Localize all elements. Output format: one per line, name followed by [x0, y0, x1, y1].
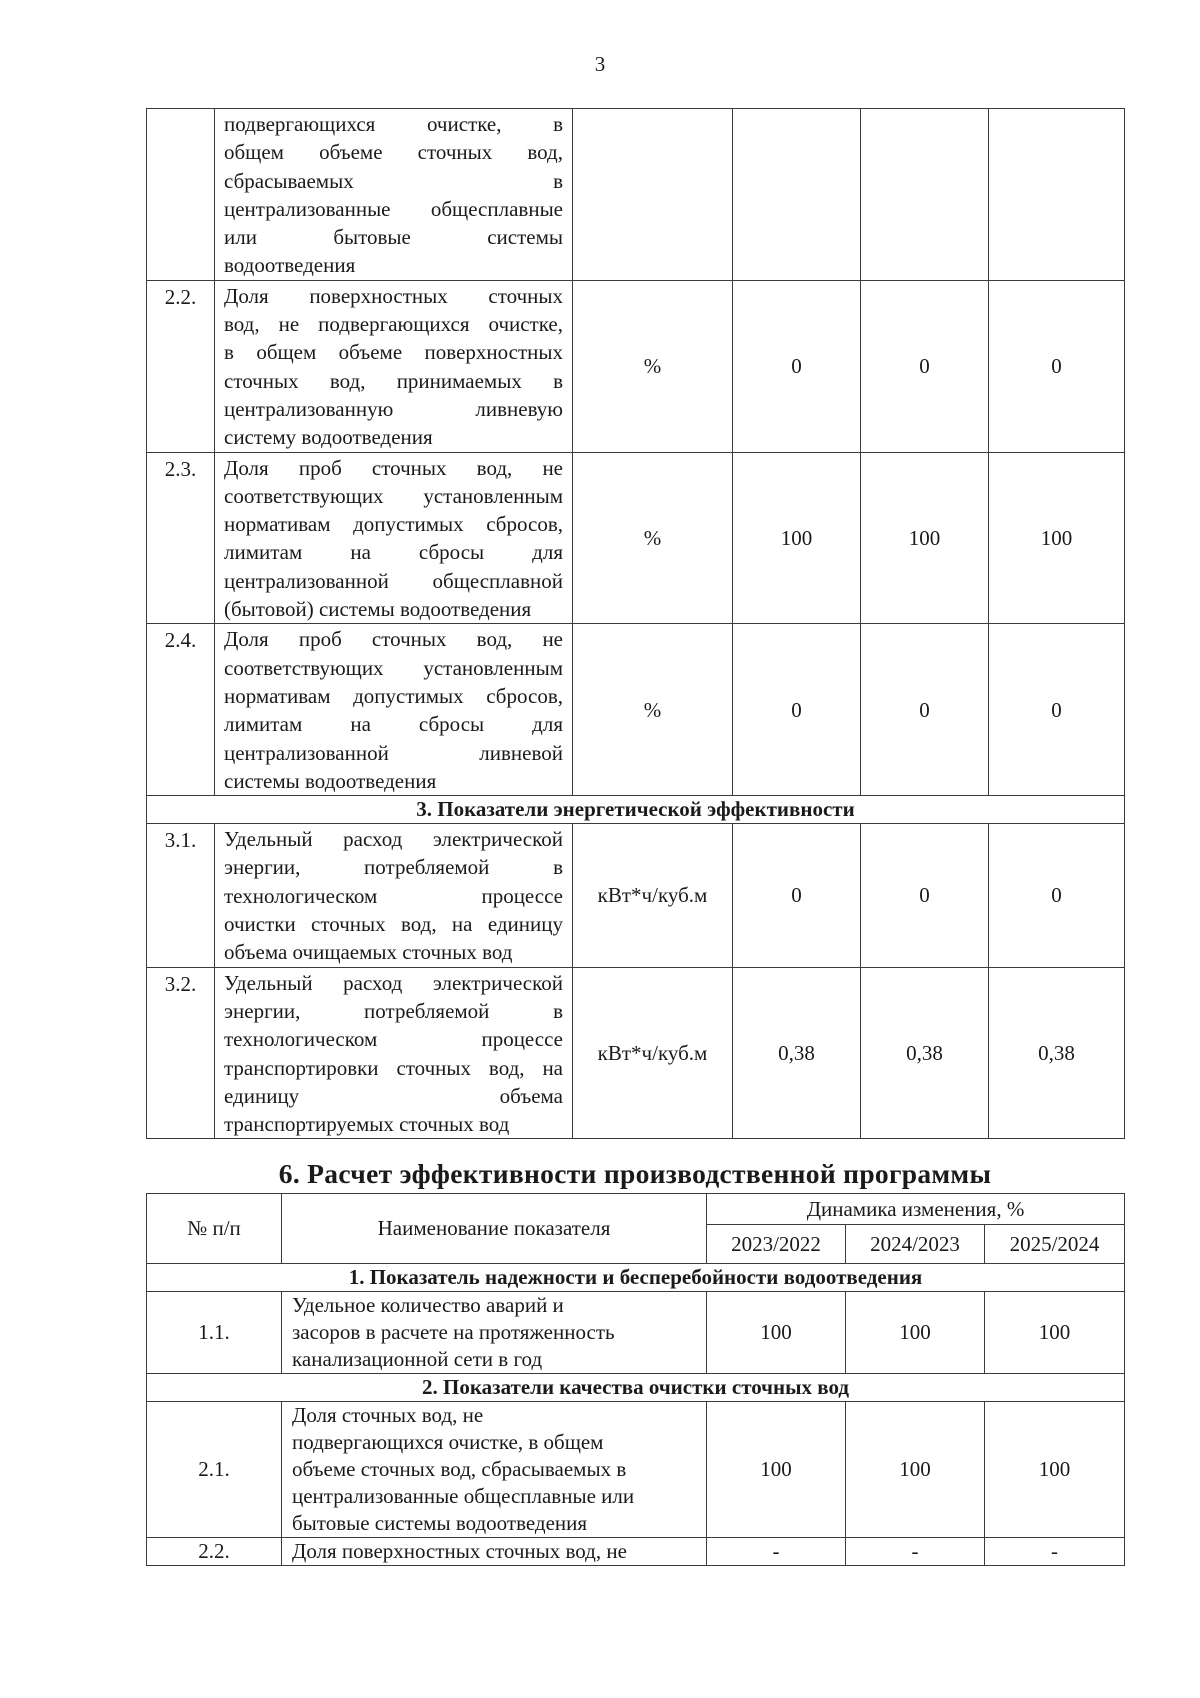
- table-row: [147, 1292, 1125, 1374]
- value-cell: 0,38: [861, 967, 989, 1139]
- value-cell: 0: [861, 624, 989, 796]
- value-cell: 0: [861, 280, 989, 452]
- indicator-name-cell: Доля поверхностных сточных вод, не подвергающихся очистке, в общем объеме поверхностных сточных вод, принимаемых в централизованную ливневую систему водоотведения: [215, 280, 573, 452]
- value-cell: 0: [989, 824, 1125, 967]
- table-row: [147, 1538, 1125, 1566]
- value-cell: -: [707, 1538, 846, 1566]
- efficiency-table: [146, 1193, 1125, 1566]
- unit-cell: %: [573, 452, 733, 624]
- header-num: № п/п: [147, 1194, 282, 1264]
- indicator-name-cell: Удельный расход электрической энергии, потребляемой в технологическом процессе очистки сточных вод, на единицу объема очищаемых сточных вод: [215, 824, 573, 967]
- section-title: 2. Показатели качества очистки сточных вод: [147, 1374, 1125, 1402]
- value-cell: 0,38: [989, 967, 1125, 1139]
- table-row: [147, 824, 1125, 967]
- value-cell: 100: [985, 1292, 1125, 1374]
- value-cell: [861, 109, 989, 281]
- value-cell: 100: [985, 1402, 1125, 1538]
- value-cell: 100: [989, 452, 1125, 624]
- header-year: 2025/2024: [985, 1225, 1125, 1264]
- header-year: 2023/2022: [707, 1225, 846, 1264]
- row-number-cell: 2.3.: [147, 452, 215, 624]
- row-number-cell: [147, 109, 215, 281]
- value-cell: 0: [861, 824, 989, 967]
- value-cell: 0: [733, 624, 861, 796]
- value-cell: 0: [989, 624, 1125, 796]
- value-cell: 100: [707, 1402, 846, 1538]
- unit-cell: [573, 109, 733, 281]
- row-number-cell: 2.1.: [147, 1402, 282, 1538]
- unit-cell: кВт*ч/куб.м: [573, 967, 733, 1139]
- section-title: 3. Показатели энергетической эффективности: [147, 796, 1125, 824]
- value-cell: 0,38: [733, 967, 861, 1139]
- indicator-name-cell: подвергающихся очистке, в общем объеме сточных вод, сбрасываемых в централизованные общесплавные или бытовые системы водоотведения: [215, 109, 573, 281]
- header-row: [147, 1194, 1125, 1225]
- value-cell: 0: [733, 824, 861, 967]
- header-dynamics: Динамика изменения, %: [707, 1194, 1125, 1225]
- table-row: [147, 109, 1125, 281]
- row-number-cell: 1.1.: [147, 1292, 282, 1374]
- value-cell: 100: [846, 1292, 985, 1374]
- table-row: [147, 280, 1125, 452]
- table-row: [147, 452, 1125, 624]
- table-row: [147, 1402, 1125, 1538]
- indicator-name-cell: Удельный расход электрической энергии, потребляемой в технологическом процессе транспортировки сточных вод, на единицу объема транспортируемых сточных вод: [215, 967, 573, 1139]
- row-number-cell: 2.4.: [147, 624, 215, 796]
- header-year: 2024/2023: [846, 1225, 985, 1264]
- table-row: [147, 967, 1125, 1139]
- section-heading: 6. Расчет эффективности производственной программы: [278, 1158, 992, 1189]
- value-cell: -: [846, 1538, 985, 1566]
- indicator-name-cell: Доля сточных вод, не подвергающихся очистке, в общем объеме сточных вод, сбрасываемых в централизованные общесплавные или бытовые системы водоотведения: [282, 1402, 707, 1538]
- section-row: [147, 1264, 1125, 1292]
- header-name: Наименование показателя: [282, 1194, 707, 1264]
- value-cell: -: [985, 1538, 1125, 1566]
- table-row: [147, 624, 1125, 796]
- row-number-cell: 3.2.: [147, 967, 215, 1139]
- indicator-name-cell: Удельное количество аварий и засоров в расчете на протяженность канализационной сети в год: [282, 1292, 707, 1374]
- indicators-table: [146, 108, 1125, 1139]
- indicator-name-cell: Доля проб сточных вод, не соответствующих установленным нормативам допустимых сбросов, лимитам на сбросы для централизованной общесплавной (бытовой) системы водоотведения: [215, 452, 573, 624]
- value-cell: [989, 109, 1125, 281]
- section-title: 1. Показатель надежности и бесперебойности водоотведения: [147, 1264, 1125, 1292]
- row-number-cell: 3.1.: [147, 824, 215, 967]
- value-cell: 100: [733, 452, 861, 624]
- row-number-cell: 2.2.: [147, 1538, 282, 1566]
- unit-cell: %: [573, 280, 733, 452]
- value-cell: 100: [707, 1292, 846, 1374]
- value-cell: 0: [989, 280, 1125, 452]
- unit-cell: %: [573, 624, 733, 796]
- value-cell: 100: [846, 1402, 985, 1538]
- row-number-cell: 2.2.: [147, 280, 215, 452]
- section-row: [147, 1374, 1125, 1402]
- value-cell: 0: [733, 280, 861, 452]
- value-cell: [733, 109, 861, 281]
- section-row: [147, 796, 1125, 824]
- value-cell: 100: [861, 452, 989, 624]
- indicator-name-cell: Доля поверхностных сточных вод, не: [282, 1538, 707, 1566]
- indicator-name-cell: Доля проб сточных вод, не соответствующих установленным нормативам допустимых сбросов, лимитам на сбросы для централизованной ливневой системы водоотведения: [215, 624, 573, 796]
- unit-cell: кВт*ч/куб.м: [573, 824, 733, 967]
- page-number: 3: [594, 52, 606, 76]
